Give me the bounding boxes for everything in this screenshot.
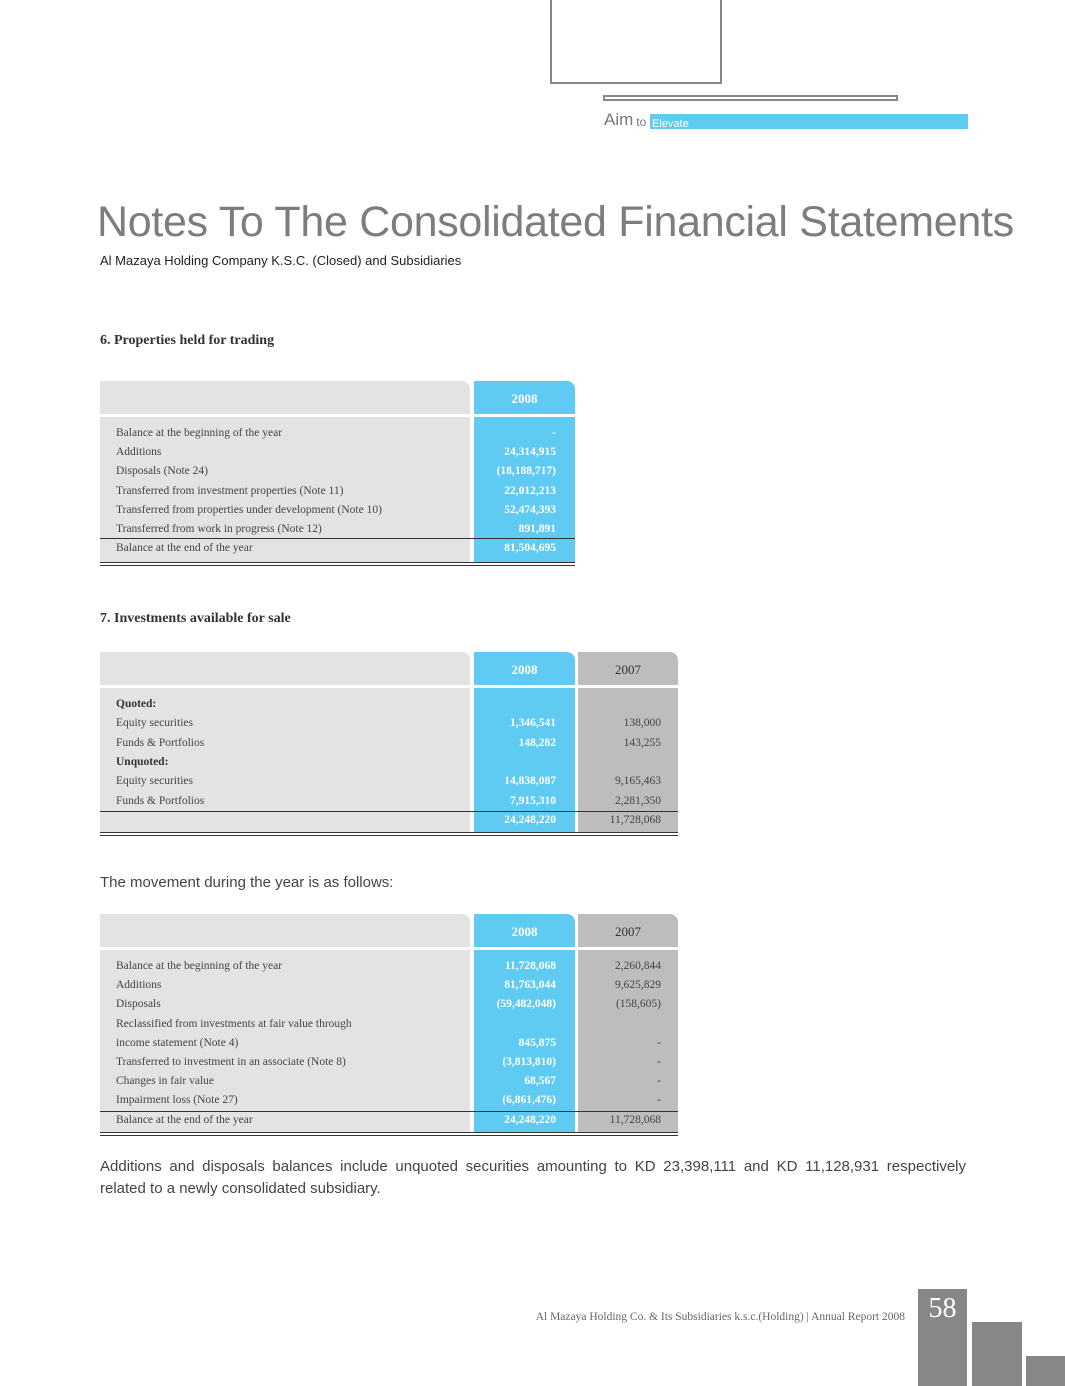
column-header-2007: 2007 (578, 914, 678, 947)
header-decoration-frame (550, 0, 722, 84)
value-2007: 143,255 (623, 736, 661, 749)
brand-aim: Aim (604, 110, 634, 129)
value-2008: (59,482,048) (496, 998, 556, 1011)
value-2007: (158,605) (615, 998, 661, 1011)
movement-intro: The movement during the year is as follows: (100, 874, 394, 891)
table-row (100, 792, 678, 811)
table-row (100, 424, 678, 443)
brand-tagline (604, 110, 646, 130)
table-row (100, 976, 678, 995)
value-2008: - (552, 427, 556, 439)
table-row (100, 1111, 678, 1130)
value-2008: (6,861,476) (502, 1094, 556, 1107)
value-2008: (18,188,717) (496, 465, 556, 478)
row-label: Balance at the beginning of the year (116, 427, 283, 439)
table-properties-held-for-trading (100, 381, 575, 568)
table-row (100, 811, 678, 830)
row-label: Disposals (116, 998, 161, 1011)
value-2008: (3,813,810) (502, 1056, 556, 1068)
page-number: 58 (928, 1293, 957, 1324)
value-2007: 9,165,463 (615, 775, 661, 788)
total-rule-1 (100, 562, 575, 563)
row-label: Impairment loss (Note 27) (116, 1094, 238, 1107)
brand-elevate: Elevate (652, 118, 689, 130)
value-2007: 11,728,068 (609, 813, 661, 826)
value-2008: 68,567 (524, 1075, 556, 1088)
section-6-heading: 6. Properties held for trading (100, 333, 275, 348)
row-label: Balance at the end of the year (116, 1113, 253, 1126)
brand-to: to (636, 115, 647, 129)
table-header-label-cell (100, 652, 470, 685)
row-label: Transferred from properties under development (Note 10) (116, 503, 382, 516)
value-2008: 24,248,220 (504, 1113, 556, 1126)
value-2008: 22,012,213 (504, 484, 556, 497)
value-2008: 24,314,915 (504, 446, 556, 459)
value-2007: 138,000 (623, 717, 661, 730)
footer-decoration-bar (972, 1322, 1022, 1386)
table-row (100, 1034, 678, 1053)
table-row (100, 1053, 678, 1072)
row-label: Transferred from work in progress (Note 12) (116, 523, 322, 535)
table-row (100, 695, 678, 714)
row-label: Balance at the end of the year (116, 542, 253, 555)
row-label: income statement (Note 4) (116, 1036, 239, 1049)
row-label: Additions (116, 979, 162, 992)
column-header-2008: 2008 (474, 652, 575, 685)
row-label: Changes in fair value (116, 1075, 215, 1088)
footer-text: Al Mazaya Holding Co. & Its Subsidiaries k.s.c.(Holding) | Annual Report 2008 (535, 1311, 905, 1323)
table-header-label-cell (100, 381, 470, 414)
row-label: Unquoted: (116, 755, 169, 768)
table-row (100, 1091, 678, 1110)
table-row (100, 995, 678, 1014)
subtotal-rule (100, 538, 575, 539)
value-2007: - (657, 1094, 661, 1107)
table-row (100, 501, 678, 520)
value-2008: 14,838,087 (504, 775, 556, 788)
value-2007: - (657, 1075, 661, 1088)
total-rule-1 (100, 1132, 678, 1133)
note-paragraph: Additions and disposals balances include unquoted securities amounting to KD 23,398,111 and KD 11,128,931 respectively related to a newly consolidated subsidiary. (100, 1158, 966, 1197)
table-row (100, 772, 678, 791)
row-label: Disposals (Note 24) (116, 465, 208, 478)
column-header-2007: 2007 (578, 652, 678, 685)
value-2008: 81,504,695 (504, 542, 556, 555)
total-rule-2 (100, 835, 678, 836)
total-rule-1 (100, 832, 678, 833)
column-header-2008: 2008 (474, 381, 575, 414)
section-7-heading: 7. Investments available for sale (100, 611, 291, 626)
footer-decoration-bar-small (1026, 1356, 1065, 1386)
table-row (100, 734, 678, 753)
total-rule-2 (100, 565, 575, 566)
header-decoration-line (603, 95, 898, 101)
subtotal-rule (100, 811, 678, 812)
table-row (100, 539, 678, 558)
table-row (100, 462, 678, 481)
table-row (100, 482, 678, 501)
value-2008: 7,915,310 (510, 794, 556, 807)
value-2008: 1,346,541 (510, 717, 556, 730)
table-header-label-cell (100, 914, 470, 947)
value-2007: 2,281,350 (615, 794, 661, 807)
value-2007: - (657, 1056, 661, 1068)
value-2008: 891,891 (518, 523, 556, 535)
table-row (100, 753, 678, 772)
table-movement (100, 914, 678, 1137)
row-label: Additions (116, 446, 162, 459)
total-rule-2 (100, 1135, 678, 1136)
row-label: Funds & Portfolios (116, 736, 205, 749)
subtotal-rule (100, 1111, 678, 1112)
row-label: Quoted: (116, 698, 157, 710)
table-row (100, 520, 678, 539)
page-title: Notes To The Consolidated Financial Statements (97, 198, 1014, 246)
value-2007: 11,728,068 (609, 1113, 661, 1126)
row-label: Transferred to investment in an associate (Note 8) (116, 1056, 346, 1068)
row-label: Balance at the beginning of the year (116, 960, 283, 972)
row-label: Reclassified from investments at fair value through (116, 1017, 352, 1030)
row-label: Transferred from investment properties (Note 11) (116, 484, 344, 497)
value-2008: 11,728,068 (504, 960, 556, 972)
value-2008: 81,763,044 (504, 979, 556, 992)
table-row (100, 714, 678, 733)
table-row (100, 1072, 678, 1091)
row-label: Funds & Portfolios (116, 794, 205, 807)
value-2008: 52,474,393 (504, 503, 556, 516)
table-row (100, 1015, 678, 1034)
value-2007: - (657, 1036, 661, 1049)
value-2007: 9,625,829 (615, 979, 661, 992)
table-row (100, 443, 678, 462)
table-investments-available-for-sale (100, 652, 678, 836)
page-subtitle: Al Mazaya Holding Company K.S.C. (Closed) and Subsidiaries (100, 253, 462, 268)
value-2008: 845,875 (518, 1036, 556, 1049)
column-header-2008: 2008 (474, 914, 575, 947)
value-2008: 24,248,220 (504, 813, 556, 826)
row-label: Equity securities (116, 717, 193, 730)
value-2007: 2,260,844 (615, 960, 661, 972)
table-row (100, 957, 678, 976)
brand-bar (650, 114, 968, 129)
value-2008: 148,282 (518, 736, 556, 749)
row-label: Equity securities (116, 775, 193, 788)
